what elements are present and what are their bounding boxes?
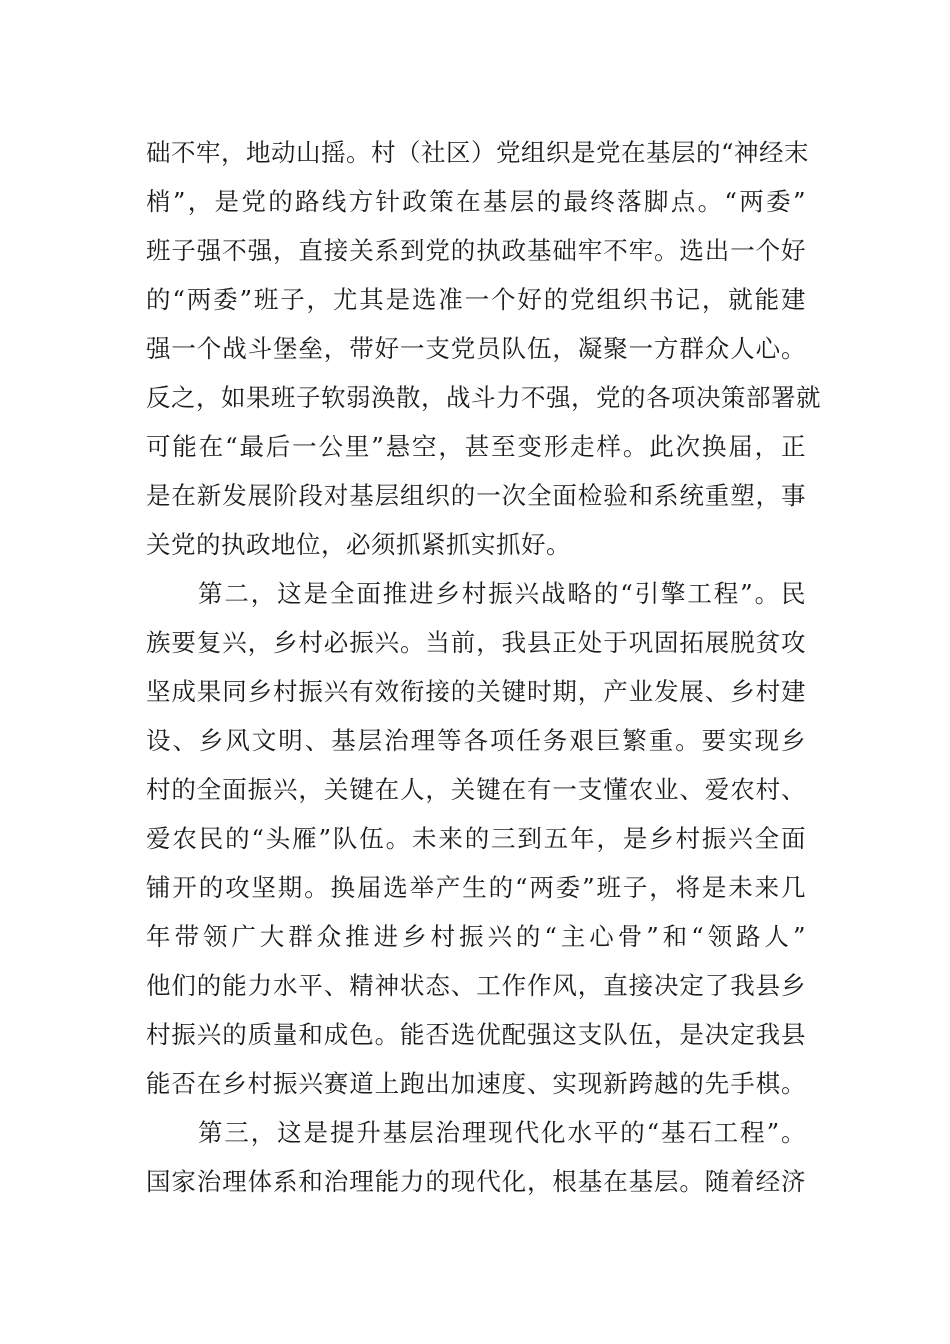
- text-line: 村振兴的质量和成色。能否选优配强这支队伍，是决定我县: [146, 1020, 806, 1049]
- text-line: 可能在“最后一公里”悬空，甚至变形走样。此次换届，正: [146, 432, 806, 461]
- text-line: 设、乡风文明、基层治理等各项任务艰巨繁重。要实现乡: [146, 726, 806, 755]
- text-line: 是在新发展阶段对基层组织的一次全面检验和系统重塑，事: [146, 481, 806, 510]
- text-line: 强一个战斗堡垒，带好一支党员队伍，凝聚一方群众人心。: [146, 334, 806, 363]
- text-line: 村的全面振兴，关键在人，关键在有一支懂农业、爱农村、: [146, 775, 806, 804]
- text-line: 班子强不强，直接关系到党的执政基础牢不牢。选出一个好: [146, 236, 806, 265]
- text-line: 关党的执政地位，必须抓紧抓实抓好。: [146, 530, 571, 559]
- text-line: 反之，如果班子软弱涣散，战斗力不强，党的各项决策部署就: [146, 383, 821, 412]
- text-line: 年带领广大群众推进乡村振兴的“主心骨”和“领路人”: [146, 922, 806, 951]
- text-line: 能否在乡村振兴赛道上跑出加速度、实现新跨越的先手棋。: [146, 1069, 806, 1098]
- paragraph-start-line: 第二，这是全面推进乡村振兴战略的“引擎工程”。民: [198, 579, 806, 608]
- paragraph-start-line: 第三，这是提升基层治理现代化水平的“基石工程”。: [198, 1118, 806, 1147]
- text-line: 铺开的攻坚期。换届选举产生的“两委”班子，将是未来几: [146, 873, 806, 902]
- text-line: 坚成果同乡村振兴有效衔接的关键时期，产业发展、乡村建: [146, 677, 806, 706]
- text-line: 爱农民的“头雁”队伍。未来的三到五年，是乡村振兴全面: [146, 824, 806, 853]
- text-line: 他们的能力水平、精神状态、工作作风，直接决定了我县乡: [146, 971, 806, 1000]
- text-line: 族要复兴，乡村必振兴。当前，我县正处于巩固拓展脱贫攻: [146, 628, 806, 657]
- text-line: 础不牢，地动山摇。村（社区）党组织是党在基层的“神经末: [146, 138, 810, 167]
- body-text: [146, 128, 821, 1206]
- text-line: 梢”，是党的路线方针政策在基层的最终落脚点。“两委”: [146, 187, 806, 216]
- text-line: 的“两委”班子，尤其是选准一个好的党组织书记，就能建: [146, 285, 806, 314]
- text-line: 国家治理体系和治理能力的现代化，根基在基层。随着经济: [146, 1167, 806, 1196]
